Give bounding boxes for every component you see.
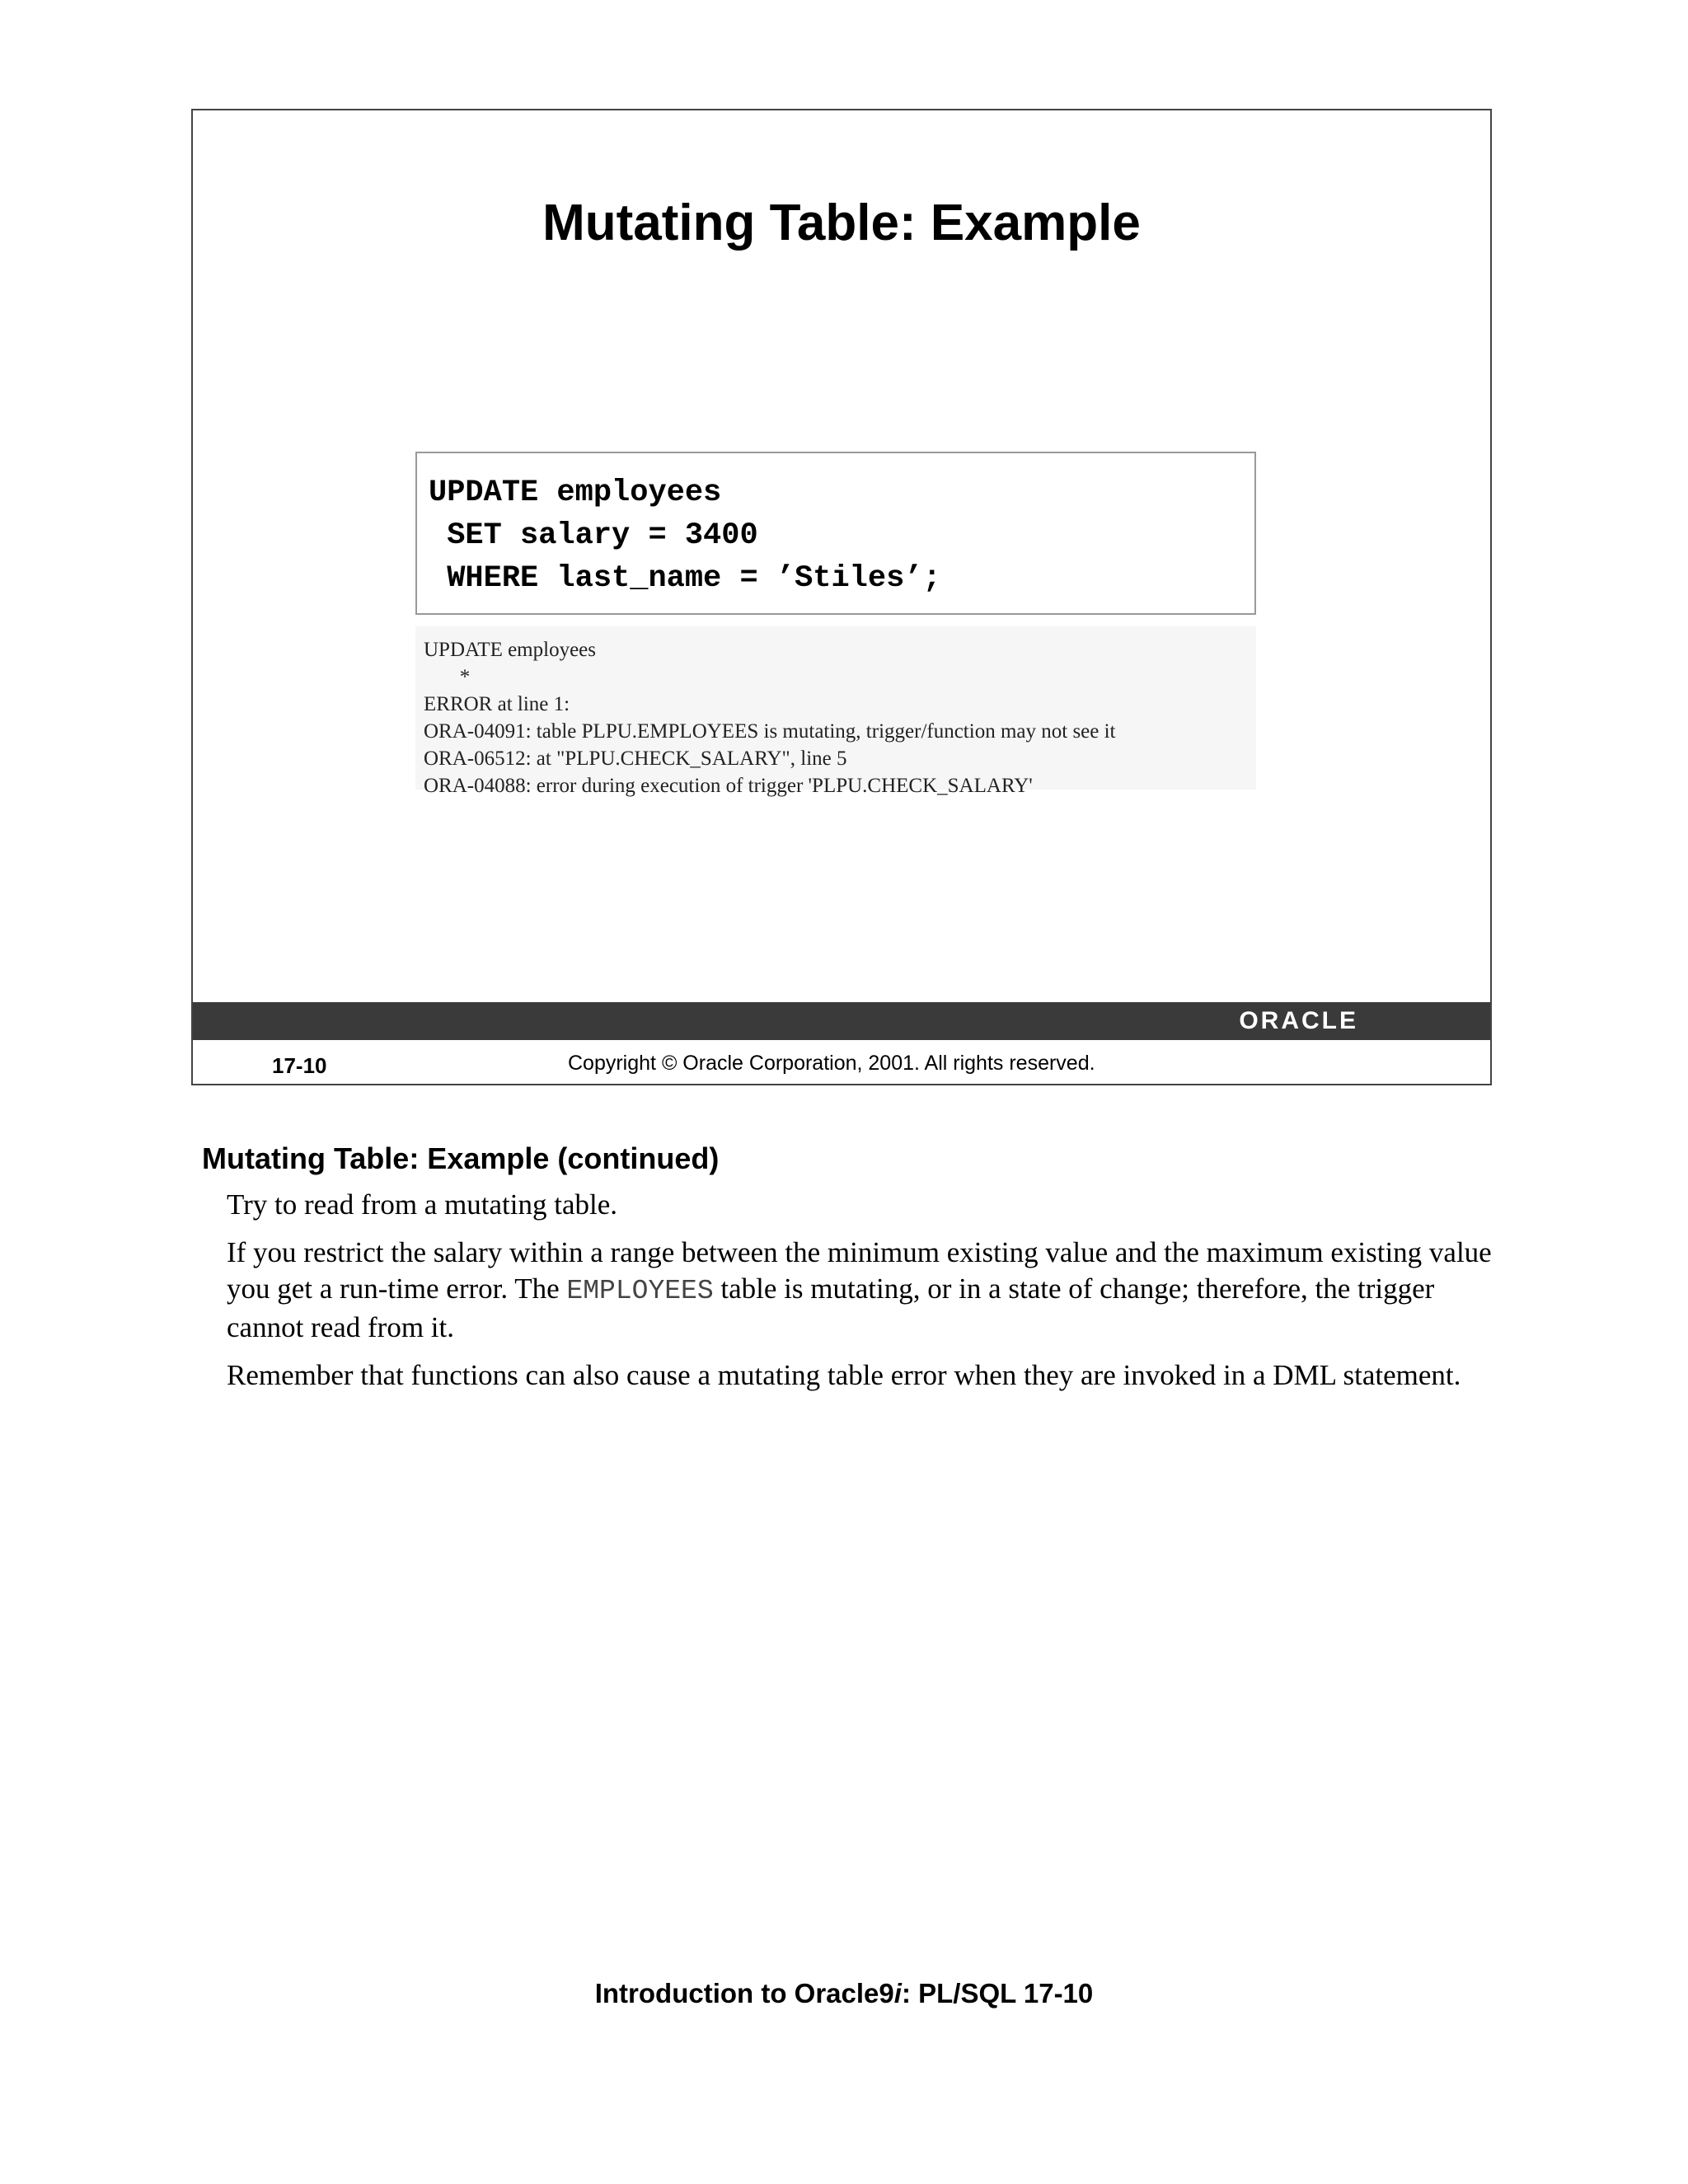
copyright-text: Copyright © Oracle Corporation, 2001. All rights reserved. [568, 1052, 1095, 1075]
code-term: EMPLOYEES [566, 1276, 714, 1306]
error-line: UPDATE employees [424, 639, 596, 661]
error-line: ORA-04091: table PLPU.EMPLOYEES is mutating, trigger/function may not see it [424, 720, 1116, 743]
notes-paragraph: Remember that functions can also cause a mutating table error when they are invoked in a DML statement. [227, 1359, 1461, 1391]
notes-body [227, 1187, 1496, 1405]
footer-italic: i [893, 1978, 902, 2008]
code-line: UPDATE employees [429, 476, 722, 510]
slide-title: Mutating Table: Example [542, 194, 1141, 251]
oracle-logo: ORACLE [1239, 1007, 1358, 1034]
notes-text: If you restrict the salary within a range between the minimum existing value and the maximum existing value you get a run-time error. The [227, 1236, 1492, 1305]
notes-paragraph [227, 1235, 1496, 1346]
footer-text: : PL/SQL 17-10 [901, 1978, 1094, 2008]
notes-text: table is mutating, or in a state of change; therefore, the trigger cannot read from it. [227, 1272, 1435, 1343]
notes-paragraph: Try to read from a mutating table. [227, 1188, 618, 1221]
error-line: ORA-06512: at "PLPU.CHECK_SALARY", line 5 [424, 748, 847, 770]
code-line: SET salary = 3400 [429, 518, 758, 553]
code-line: WHERE last_name = ’Stiles’; [429, 561, 941, 596]
notes-heading: Mutating Table: Example (continued) [202, 1141, 720, 1175]
error-line: * [424, 666, 471, 688]
sql-code-box [415, 452, 1256, 615]
slide-number: 17-10 [272, 1053, 327, 1078]
footer-text: Introduction to Oracle9 [594, 1978, 894, 2008]
error-output [415, 626, 1256, 797]
error-line: ERROR at line 1: [424, 693, 570, 715]
oracle-footer-bar [193, 1002, 1490, 1040]
error-line: ORA-04088: error during execution of trigger 'PLPU.CHECK_SALARY' [424, 775, 1033, 797]
page-footer [0, 1978, 1688, 2009]
slide-frame [191, 109, 1492, 1085]
